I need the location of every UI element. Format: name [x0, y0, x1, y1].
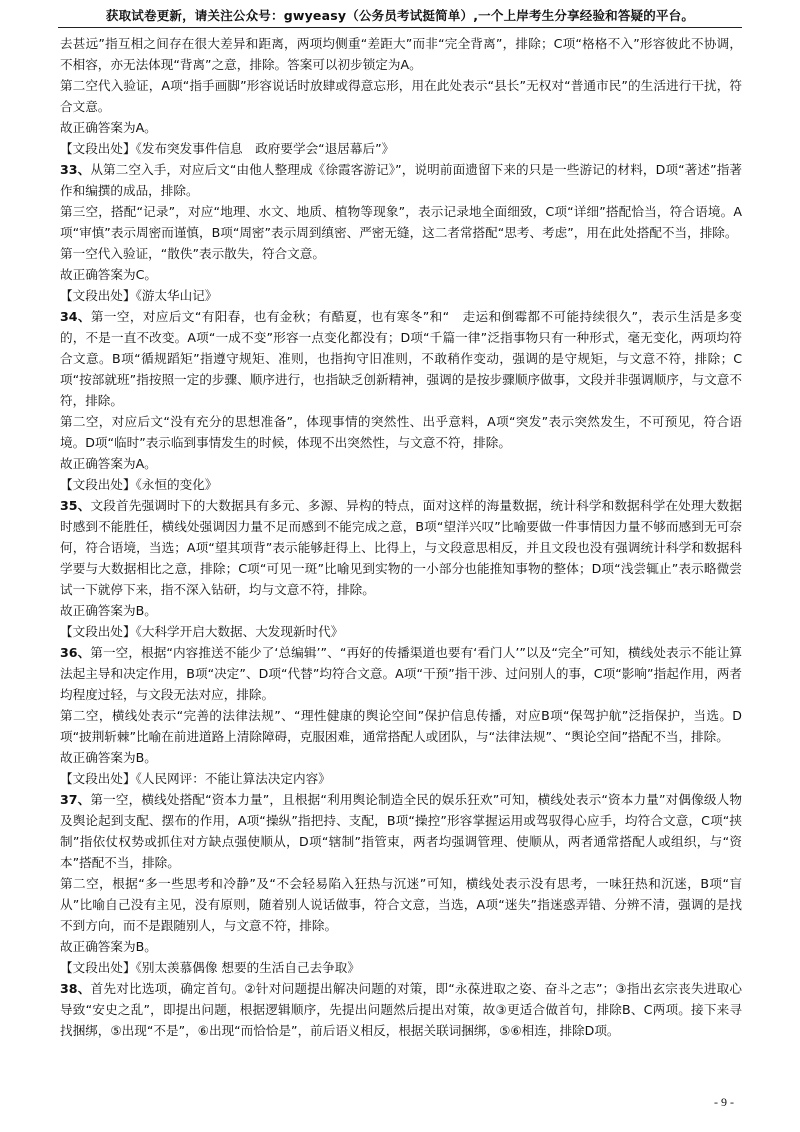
- paragraph-text: 去甚远”指互相之间存在很大差异和距离，两项均侧重“差距大”而非“完全背离”，排除；C项“格格不入”形容彼此不协调，不相容，亦无法体现“背离”之意，排除。答案可以初步锁定为A。: [60, 36, 742, 72]
- question-explanation: [60, 978, 742, 1041]
- explanation-paragraph: [60, 873, 742, 936]
- paragraph-text: 《永恒的变化》: [135, 477, 218, 492]
- explanation-paragraph: [60, 600, 742, 621]
- source-citation: [60, 621, 742, 642]
- source-citation: [60, 768, 742, 789]
- question-number: 33、: [60, 162, 91, 177]
- paragraph-text: 从第二空入手，对应后文“由他人整理成《徐霞客游记》”，说明前面遗留下来的只是一些游记的材料，D项“著述”指著作和编撰的成品，排除。: [60, 162, 742, 198]
- explanation-paragraph: [60, 33, 742, 75]
- question-explanation: [60, 159, 742, 201]
- page-header: 获取试卷更新，请关注公众号：gwyeasy（公务员考试挺简单）,一个上岸考生分享经验和答疑的平台。: [105, 8, 695, 23]
- question-explanation: [60, 789, 742, 873]
- paragraph-text: 第二空，根据“多一些思考和冷静”及“不会轻易陷入狂热与沉迷”可知，横线处表示没有思考，一味狂热和沉迷，B项“盲从”比喻自己没有主见，没有原则，随着别人说话做事，符合文意，当选，A项“迷失”指迷惑弄错、分辨不清，强调的是找不到方向，而不是跟随别人，与文意不符，排除。: [60, 876, 742, 933]
- explanation-paragraph: [60, 705, 742, 747]
- explanation-paragraph: [60, 411, 742, 453]
- page-number: - 9 -: [714, 1095, 734, 1109]
- explanation-paragraph: [60, 747, 742, 768]
- source-label: 【文段出处】: [60, 624, 136, 639]
- paragraph-text: 故正确答案为B。: [60, 939, 157, 954]
- explanation-paragraph: [60, 453, 742, 474]
- explanation-paragraph: [60, 75, 742, 117]
- explanation-paragraph: [60, 936, 742, 957]
- source-label: 【文段出处】: [60, 771, 136, 786]
- paragraph-text: 文段首先强调时下的大数据具有多元、多源、异构的特点，面对这样的海量数据，统计科学和数据科学在处理大数据时感到不能胜任，横线处强调因力量不足而感到不能完成之意，B项“望洋兴叹”比喻要做一件事情因力量不够而感到无可奈何，符合语境，当选；A项“望其项背”表示能够赶得上、比得上，与文段意思相反，并且文段也没有强调统计科学和数据科学要与大数据相比之意，排除；C项“可见一斑”比喻见到实物的一小部分也能推知事物的整体；D项“浅尝辄止”表示略微尝试一下就停下来，指不深入钻研，均与文意不符，排除。: [60, 498, 743, 597]
- header-divider: [58, 27, 742, 28]
- paragraph-text: 《大科学开启大数据、大发现新时代》: [135, 624, 344, 639]
- paragraph-text: 第二空，对应后文“没有充分的思想准备”，体现事情的突然性、出乎意料，A项“突发”表示突然发生，不可预见，符合语境。D项“临时”表示临到事情发生的时候，体现不出突然性，与文意不符，排除。: [60, 414, 742, 450]
- paragraph-text: 第二空代入验证，A项“指手画脚”形容说话时放肆或得意忘形，用在此处表示“县长”无权对“普通市民”的生活进行干扰，符合文意。: [60, 78, 742, 114]
- paragraph-text: 《人民网评：不能让算法决定内容》: [135, 771, 331, 786]
- explanation-paragraph: [60, 243, 742, 264]
- paragraph-text: 《游太华山记》: [135, 288, 218, 303]
- paragraph-text: 《发布突发事件信息 政府要学会“退居幕后”》: [135, 141, 395, 156]
- question-explanation: [60, 642, 742, 705]
- paragraph-text: 第二空，横线处表示“完善的法律法规”、“理性健康的舆论空间”保护信息传播，对应B项“保驾护航”泛指保护，当选。D项“披荆斩棘”比喻在前进道路上清除障碍，克服困难，通常搭配人或团队，与“法律法规”、“舆论空间”搭配不当，排除。: [60, 708, 742, 744]
- question-number: 38、: [60, 981, 91, 996]
- source-label: 【文段出处】: [60, 288, 136, 303]
- explanation-paragraph: [60, 264, 742, 285]
- source-citation: [60, 138, 742, 159]
- source-citation: [60, 957, 742, 978]
- paragraph-text: 故正确答案为B。: [60, 750, 157, 765]
- question-number: 36、: [60, 645, 91, 660]
- source-label: 【文段出处】: [60, 477, 136, 492]
- question-number: 37、: [60, 792, 91, 807]
- paragraph-text: 故正确答案为A。: [60, 120, 157, 135]
- paragraph-text: 第一空代入验证，“散佚”表示散失，符合文意。: [60, 246, 325, 261]
- question-number: 34、: [60, 309, 91, 324]
- paragraph-text: 第三空，搭配“记录”，对应“地理、水文、地质、植物等现象”，表示记录地全面细致，C项“详细”搭配恰当，符合语境。A项“审慎”表示周密而谨慎，B项“周密”表示周到缜密、严密无缝，这二者常搭配“思考、考虑”，用在此处搭配不当，排除。: [60, 204, 742, 240]
- explanation-paragraph: [60, 117, 742, 138]
- paragraph-text: 首先对比选项，确定首句。②针对问题提出解决问题的对策，即“永葆进取之姿、奋斗之志”；③指出玄宗丧失进取心导致“安史之乱”，即提出问题，根据逻辑顺序，先提出问题然后提出对策，故③更适合做首句，排除B、C两项。接下来寻找捆绑，⑤出现“不是”，⑥出现“而恰恰是”，前后语义相反，根据关联词捆绑，⑤⑥相连，排除D项。: [60, 981, 742, 1038]
- paragraph-text: 《别太羡慕偶像 想要的生活自己去争取》: [135, 960, 360, 975]
- question-explanation: [60, 495, 742, 600]
- paragraph-text: 故正确答案为C。: [60, 267, 157, 282]
- source-label: 【文段出处】: [60, 141, 136, 156]
- source-citation: [60, 285, 742, 306]
- paragraph-text: 故正确答案为A。: [60, 456, 157, 471]
- paragraph-text: 第一空，对应后文“有阳春，也有金秋；有酷夏，也有寒冬”和“ 走运和倒霉都不可能持续很久”，表示生活是多变的，不是一直不改变。A项“一成不变”形容一点变化都没有；D项“千篇一律”泛指事物只有一种形式，毫无变化，两项均符合文意。B项“循规蹈矩”指遵守规矩、准则，也指拘守旧准则，不敢稍作变动，强调的是守规矩，与文意不符，排除；C项“按部就班”指按照一定的步骤、顺序进行，也指缺乏创新精神，强调的是按步骤顺序做事，文段并非强调顺序，与文意不符，排除。: [60, 309, 742, 408]
- explanation-paragraph: [60, 201, 742, 243]
- question-number: 35、: [60, 498, 91, 513]
- question-explanation: [60, 306, 742, 411]
- paragraph-text: 第一空，横线处搭配“资本力量”，且根据“利用舆论制造全民的娱乐狂欢”可知，横线处表示“资本力量”对偶像级人物及舆论起到支配、摆布的作用，A项“操纵”指把持、支配，B项“操控”形容掌握运用或驾驭得心应手，均符合文意，C项“挟制”指依仗权势或抓住对方缺点强使顺从，D项“辖制”指管束，两者均强调管理、使顺从，两者通常搭配人或组织，与“资本”搭配不当，排除。: [60, 792, 742, 870]
- paragraph-text: 故正确答案为B。: [60, 603, 157, 618]
- document-body: [60, 33, 742, 1041]
- paragraph-text: 第一空，根据“内容推送不能少了‘总编辑’”、“再好的传播渠道也要有‘看门人’”以及“完全”可知，横线处表示不能让算法起主导和决定作用，B项“决定”、D项“代替”均符合文意。A项“干预”指干涉、过问别人的事，C项“影响”指起作用，两者均程度过轻，与文段无法对应，排除。: [60, 645, 742, 702]
- source-label: 【文段出处】: [60, 960, 136, 975]
- source-citation: [60, 474, 742, 495]
